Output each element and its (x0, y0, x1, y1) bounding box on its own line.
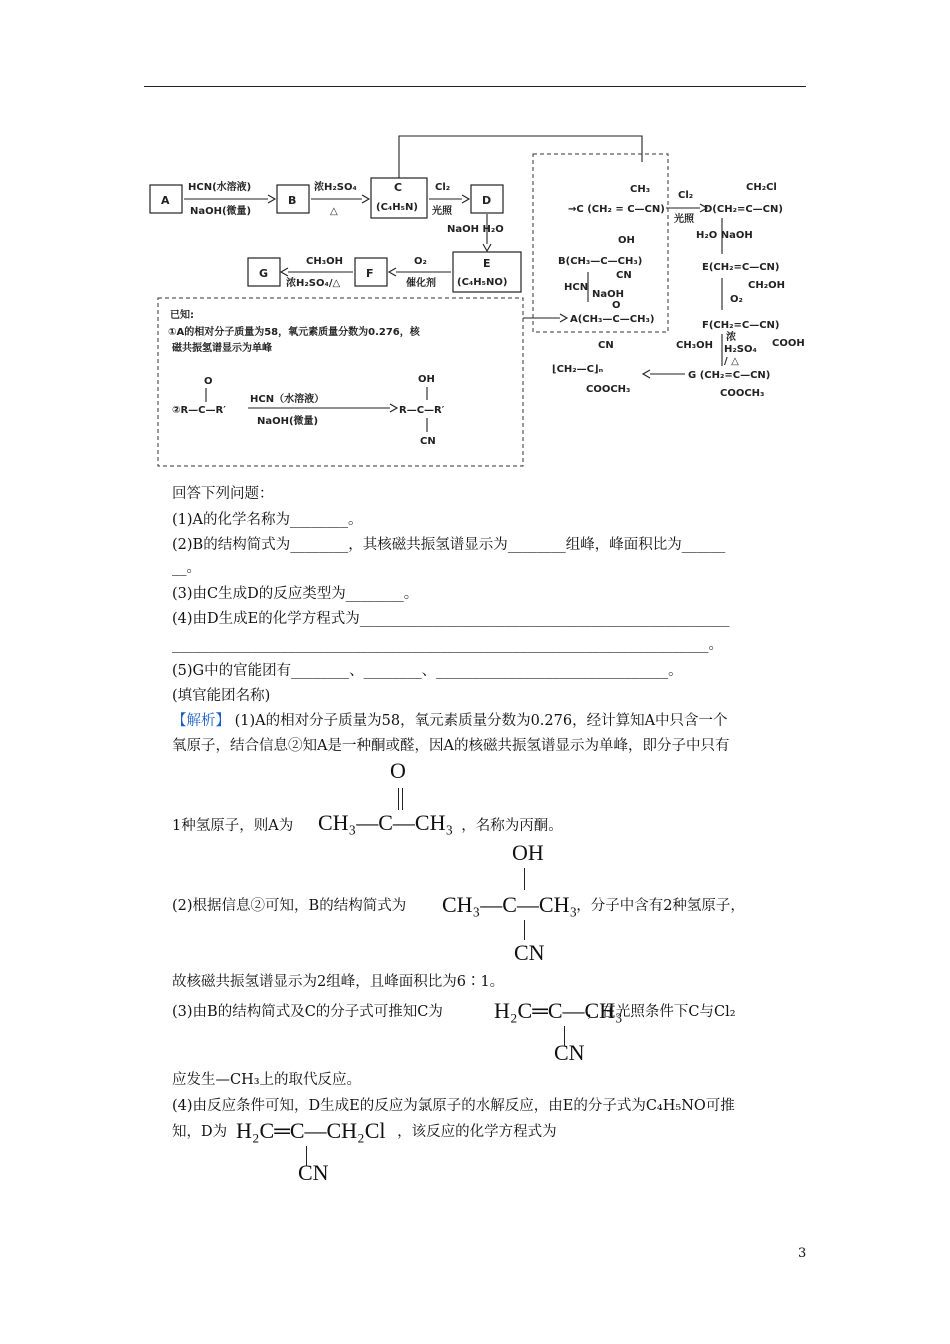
svg-text:COOCH₃: COOCH₃ (586, 384, 631, 395)
question-4: (4)由D生成E的化学方程式为___________________________________________________ (172, 611, 730, 627)
svg-text:O: O (204, 376, 213, 387)
structure-C: H₂C═C—CH₃ CN (494, 998, 623, 1065)
svg-text:CH₂Cl: CH₂Cl (746, 182, 777, 193)
svg-text:(C₄H₅N): (C₄H₅N) (376, 202, 418, 213)
svg-text:D(CH₂=C—CN): D(CH₂=C—CN) (704, 204, 783, 215)
structure-D: H₂C═C—CH₂Cl CN (236, 1118, 386, 1185)
question-5: (5)G中的官能团有________、________、________________________________。 (172, 663, 683, 679)
svg-text:磁共振氢谱显示为单峰: 磁共振氢谱显示为单峰 (172, 343, 272, 354)
svg-text:C: C (394, 181, 403, 194)
svg-text:E(CH₂=C—CN): E(CH₂=C—CN) (702, 262, 780, 273)
analysis-p3: (3)由B的结构简式及C的分子式可推知C为 ，在光照条件下C与Cl₂ (172, 1004, 736, 1020)
svg-text:HCN: HCN (564, 282, 589, 293)
svg-text:NaOH(微量): NaOH(微量) (257, 416, 319, 427)
svg-text:⌊CH₂—C⌋ₙ: ⌊CH₂—C⌋ₙ (552, 364, 604, 375)
svg-text:(C₄H₅NO): (C₄H₅NO) (457, 277, 508, 288)
question-3: (3)由C生成D的反应类型为________。 (172, 586, 419, 602)
question-4-cont: __________________________________________________________________________。 (172, 637, 723, 653)
svg-text:HCN(水溶液): HCN(水溶液) (188, 182, 252, 193)
page-number: 3 (798, 1246, 807, 1261)
svg-text:G: G (259, 267, 269, 280)
analysis-p3b: 应发生—CH₃上的取代反应。 (172, 1072, 362, 1088)
svg-text:CN: CN (420, 436, 436, 447)
svg-text:→C (CH₂ = C—CN): →C (CH₂ = C—CN) (568, 204, 665, 215)
svg-text:浓: 浓 (726, 332, 736, 343)
question-2: (2)B的结构简式为________，其核磁共振氢谱显示为________组峰，峰面积比为______ (172, 537, 726, 553)
svg-text:②R—C—R′: ②R—C—R′ (172, 405, 226, 416)
svg-text:NaOH(微量): NaOH(微量) (190, 206, 252, 217)
svg-text:G (CH₂=C—CN): G (CH₂=C—CN) (688, 370, 771, 381)
svg-text:OH: OH (418, 374, 435, 385)
question-1: (1)A的化学名称为________。 (172, 512, 363, 528)
analysis-p1c: 1种氢原子，则A为 ，名称为丙酮。 (172, 818, 563, 834)
svg-text:①A的相对分子质量为58，氧元素质量分数为0.276，核: ①A的相对分子质量为58，氧元素质量分数为0.276，核 (168, 327, 420, 338)
header-rule (144, 86, 806, 87)
svg-text:Cl₂: Cl₂ (678, 190, 694, 201)
structure-acetone: O CH₃—C—CH₃ (318, 758, 454, 835)
svg-text:CH₃OH: CH₃OH (306, 256, 343, 267)
svg-text:COOH: COOH (772, 338, 805, 349)
svg-text:CH₂OH: CH₂OH (748, 280, 785, 291)
svg-text:HCN（水溶液）: HCN（水溶液） (250, 394, 325, 405)
dashed-right-box (533, 154, 668, 332)
svg-text:D: D (482, 194, 492, 207)
svg-text:CN: CN (598, 340, 614, 351)
svg-text:NaOH H₂O: NaOH H₂O (447, 224, 504, 235)
analysis-p2: (2)根据信息②可知，B的结构简式为 ，分子中含有2种氢原子， (172, 898, 745, 914)
svg-text:F: F (366, 267, 374, 280)
question-2-cont: __。 (172, 560, 201, 576)
questions-intro: 回答下列问题： (172, 486, 274, 502)
analysis-tag: 【解析】 (172, 713, 230, 729)
svg-text:B(CH₃—C—CH₃): B(CH₃—C—CH₃) (558, 256, 643, 267)
svg-text:F(CH₂=C—CN): F(CH₂=C—CN) (702, 320, 780, 331)
svg-text:H₂O NaOH: H₂O NaOH (696, 230, 753, 241)
svg-text:浓H₂SO₄/△: 浓H₂SO₄/△ (286, 278, 341, 289)
svg-text:O₂: O₂ (414, 256, 427, 267)
svg-text:CN: CN (616, 270, 632, 281)
svg-text:H₂SO₄: H₂SO₄ (724, 344, 757, 355)
svg-text:△: △ (330, 206, 338, 217)
svg-text:E: E (483, 257, 491, 270)
analysis-p1b: 氧原子，结合信息②知A是一种酮或醛，因A的核磁共振氢谱显示为单峰，即分子中只有 (172, 738, 730, 754)
svg-text:NaOH: NaOH (592, 289, 624, 300)
svg-text:光照: 光照 (674, 214, 694, 225)
svg-text:CH₃OH: CH₃OH (676, 340, 713, 351)
svg-text:O₂: O₂ (730, 294, 743, 305)
svg-text:已知:: 已知: (170, 310, 194, 321)
question-5-note: (填官能团名称) (172, 688, 271, 704)
structure-B: OH CH₃—C—CH₃ CN (442, 840, 578, 965)
svg-text:Cl₂: Cl₂ (435, 182, 451, 193)
svg-text:R—C—R′: R—C—R′ (399, 405, 445, 416)
known-info-box (158, 298, 523, 466)
label-A: A (161, 194, 170, 207)
analysis-p2b: 故核磁共振氢谱显示为2组峰，且峰面积比为6∶1。 (172, 974, 505, 990)
svg-text:/ △: / △ (724, 356, 739, 367)
svg-text:O: O (612, 300, 621, 311)
svg-text:CH₃: CH₃ (630, 184, 651, 195)
svg-text:B: B (288, 194, 297, 207)
analysis-p1: 【解析】 (1)A的相对分子质量为58，氧元素质量分数为0.276，经计算知A中只含一个 (172, 713, 728, 729)
svg-text:A(CH₃—C—CH₃): A(CH₃—C—CH₃) (570, 314, 655, 325)
svg-text:催化剂: 催化剂 (406, 278, 436, 289)
svg-text:COOCH₃: COOCH₃ (720, 388, 765, 399)
svg-text:OH: OH (618, 235, 635, 246)
svg-text:浓H₂SO₄: 浓H₂SO₄ (314, 182, 357, 193)
svg-text:光照: 光照 (432, 206, 452, 217)
analysis-p4b: 知，D为 ，该反应的化学方程式为 (172, 1124, 557, 1140)
reaction-scheme-diagram (140, 130, 820, 475)
analysis-p4: (4)由反应条件可知，D生成E的反应为氯原子的水解反应，由E的分子式为C₄H₅NO可推 (172, 1098, 735, 1114)
